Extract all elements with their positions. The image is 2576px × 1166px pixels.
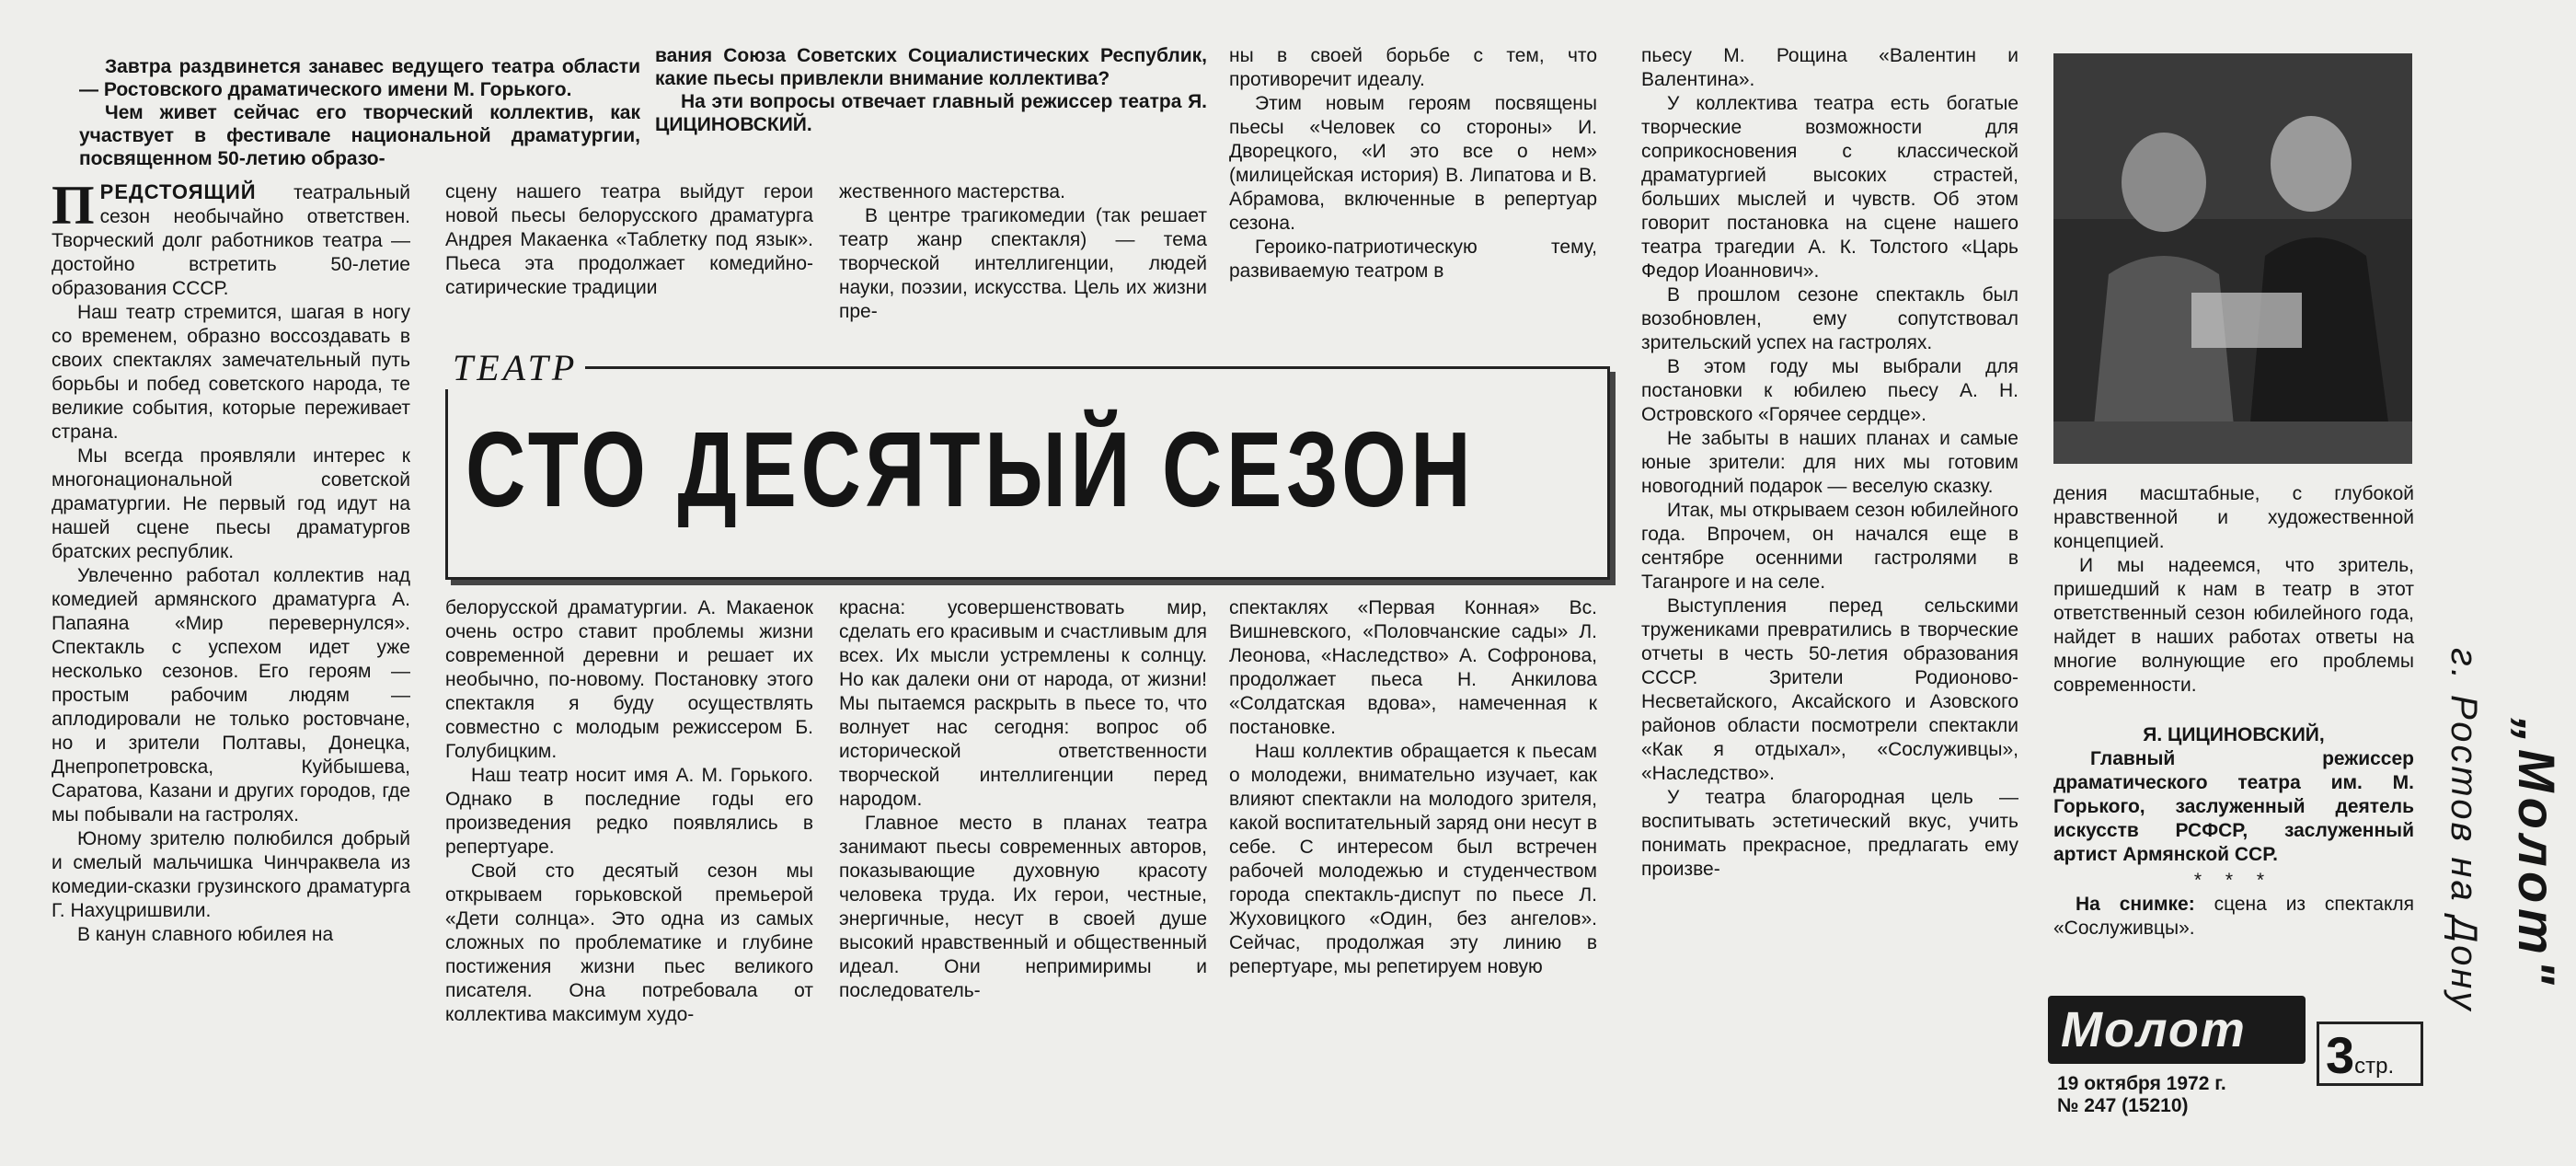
article-paragraph <box>445 180 813 300</box>
paragraph-text: Наш коллектив обращается к пьесам о молодежи, внимательно изучает, как влияют спектакли на молодого зрителя, какой воспитательный заряд они несут в себе. С интересом был встречен рабочей молодежью и студенчеством города спектакль-диспут по пьесе Л. Жуховицкого «Один, без ангелов». Сейчас, продолжая эту линию в репертуаре, мы репетируем новую <box>1229 741 1597 977</box>
lead-paragraph: Чем живет сейчас его творческий коллектив, как участвует в фестивале национальной драматургии, посвященном 50-летию образо- <box>79 102 640 169</box>
article-paragraph <box>1229 740 1597 979</box>
article-paragraph <box>1641 595 2018 786</box>
article-paragraph <box>839 812 1207 1003</box>
paragraph-text: красна: усовершенствовать мир, сделать его красивым и счастливым для всех. Их мысли устремлены к солнцу. Но как далеки они от народа, от жизни! Мы пытаемся раскрыть в пьесе то, что волнует нас сегодня: вопрос об исторической ответственности творческой интеллигенции перед народом. <box>839 597 1207 810</box>
article-paragraph <box>2053 482 2414 554</box>
article-column-5 <box>1641 44 2018 882</box>
article-paragraph <box>52 827 410 923</box>
paragraph-text: белорусской драматургии. А. Макаенок очень остро ставит проблемы жизни современной деревни и решает их необычно, по-новому. Постановку этого спектакля я буду осуществлять совместно с молодым режиссером Б. Голубицким. <box>445 597 813 762</box>
article-column-3-top <box>839 180 1207 324</box>
article-paragraph <box>1641 355 2018 427</box>
article-paragraph <box>1229 596 1597 740</box>
photo-image <box>2053 53 2412 464</box>
paragraph-text: Итак, мы открываем сезон юбилейного года. Впрочем, он начался еще в сентябре осенними гастролями в Таганроге и на селе. <box>1641 500 2018 593</box>
paragraph-text: ны в своей борьбе с тем, что противоречит идеалу. <box>1229 45 1597 90</box>
paragraph-text: Героико-патриотическую тему, развиваемую театром в <box>1229 237 1597 282</box>
article-paragraph <box>1641 44 2018 92</box>
article-paragraph <box>1229 92 1597 236</box>
paragraph-text: Свой сто десятый сезон мы открываем горьковской премьерой «Дети солнца». Это одна из самых сложных по проблематике и глубине постижения жизни пьес великого писателя. Она потребовала от коллектива максимум худо- <box>445 860 813 1025</box>
paragraph-text: У театра благородная цель — воспитывать эстетический вкус, учить понимать прекрасное, предлагать ему произве- <box>1641 787 2018 880</box>
paragraph-text: жественного мастерства. <box>839 181 1065 202</box>
paragraph-text: Выступления перед сельскими тружениками превратились в творческие отчеты в честь 50-летия образования СССР. Зрители Родионово-Несветайского, Аксайского и Азовского районов области посмотрели спектакли «Как я отдыхал», «Сослуживцы», «Наследство». <box>1641 595 2018 784</box>
photo-caption: На снимке: сцена из спектакля «Сослуживцы». <box>2053 894 2414 939</box>
signature-name: Я. ЦИЦИНОВСКИЙ, <box>2143 724 2325 745</box>
article-paragraph <box>1229 44 1597 92</box>
paragraph-text: Главное место в планах театра занимают пьесы современных авторов, показывающие духовную красоту человека труда. Их герои, честные, энергичные, несут в своей душе высокий нравственный и общественный идеал. Они непримиримы и последователь- <box>839 813 1207 1001</box>
paragraph-text: В центре трагикомедии (так решает театр жанр спектакля) — тема творческой интеллигенции, людей науки, поэзии, искусства. Цель их жизни пре- <box>839 205 1207 322</box>
handwritten-paper-name: „Молот" <box>2508 718 2566 990</box>
lead-col-1 <box>79 55 640 170</box>
handwritten-city: г. Ростов на Дону <box>2444 648 2484 1013</box>
paragraph-text: Юному зрителю полюбился добрый и смелый мальчишка Чинчраквела из комедии-сказки грузинского драматурга Г. Нахуцришвили. <box>52 828 410 921</box>
paragraph-text: пьесу М. Рощина «Валентин и Валентина». <box>1641 45 2018 90</box>
article-paragraph <box>1641 92 2018 283</box>
signature-title: Главный режиссер драматического театра им. М. Горького, заслуженный деятель искусств РСФСР, заслуженный артист Армянской ССР. <box>2053 748 2414 865</box>
article-paragraph <box>52 923 410 947</box>
article-paragraph <box>839 204 1207 324</box>
paragraph-text: Мы всегда проявляли интерес к многонациональной советской драматургии. Не первый год идут на нашей сцене пьесы драматургов братских республик. <box>52 445 410 562</box>
article-paragraph <box>1641 427 2018 499</box>
paragraph-text: Наш театр стремится, шагая в ногу со временем, образно воссоздавать в своих спектаклях замечательный путь борьбы и побед советского народа, те великие события, которые переживает страна. <box>52 302 410 443</box>
rubric-label: ТЕАТР <box>445 346 585 389</box>
article-paragraph <box>52 564 410 827</box>
article-paragraph <box>1641 499 2018 595</box>
lead-paragraph: На эти вопросы отвечает главный режиссер театра Я. ЦИЦИНОВСКИЙ. <box>655 91 1207 135</box>
issue-number: № 247 (15210) <box>2057 1095 2189 1116</box>
drop-cap: П <box>52 175 95 236</box>
article-column-4-top <box>1229 44 1597 283</box>
issue-date: 19 октября 1972 г. <box>2057 1073 2226 1094</box>
stage-photo <box>2053 53 2412 464</box>
lead-paragraph: Завтра раздвинется занавес ведущего театра области — Ростовского драматического имени М. Горького. <box>79 56 640 100</box>
lead-col-2 <box>655 44 1207 136</box>
page-number: 3стр. <box>2326 1026 2395 1084</box>
article-paragraph <box>1641 786 2018 882</box>
article-paragraph <box>1641 283 2018 355</box>
article-column-4-bottom <box>1229 596 1597 979</box>
article-paragraph <box>52 301 410 444</box>
paragraph-text: В прошлом сезоне спектакль был возобновлен, ему сопутствовал зрительский успех на гастролях. <box>1641 284 2018 353</box>
headline: СТО ДЕСЯТЫЙ СЕЗОН <box>466 410 1476 529</box>
article-paragraph <box>52 175 410 301</box>
article-paragraph <box>1229 236 1597 283</box>
paragraph-text: У коллектива театра есть богатые творческие возможности для соприкосновения с классической драматургией высоких страстей, больших мыслей и чувств. Об этом говорит постановка на сцене нашего театра трагедии А. К. Толстого «Царь Федор Иоаннович». <box>1641 93 2018 282</box>
article-column-6 <box>2053 482 2414 698</box>
issue-info <box>2057 1073 2333 1117</box>
paragraph-text: Наш театр носит имя А. М. Горького. Однако в последние годы его произведения редко появлялись в репертуаре. <box>445 765 813 858</box>
paragraph-text: Увлеченно работал коллектив над комедией армянского драматурга А. Папаяна «Мир перевернулся». Спектакль с успехом идет уже несколько сезонов. Его героям — простым рабочим людям — аплодировали не только ростовчане, но и зрители Полтавы, Донецка, Днепропетровска, Куйбышева, Саратова, Казани и других городов, где мы побывали на гастролях. <box>52 565 410 825</box>
paragraph-text: В канун славного юбилея на <box>77 924 334 945</box>
paragraph-text: Не забыты в наших планах и самые юные зрители: для них мы готовим новогодний подарок — веселую сказку. <box>1641 428 2018 497</box>
article-paragraph <box>445 764 813 860</box>
author-name: Я. ЦИЦИНОВСКИЙ. <box>655 91 1207 135</box>
article-column-1 <box>52 175 410 947</box>
article-paragraph <box>2053 554 2414 698</box>
lead-paragraph: вания Союза Советских Социалистических Республик, какие пьесы привлекли внимание коллектива? <box>655 45 1207 89</box>
lead-caps: РЕДСТОЯЩИЙ <box>99 180 257 203</box>
paragraph-text: В этом году мы выбрали для постановки к юбилею пьесу А. Н. Островского «Горячее сердце». <box>1641 356 2018 425</box>
article-paragraph <box>445 596 813 764</box>
article-column-2-bottom <box>445 596 813 1027</box>
article-paragraph <box>52 444 410 564</box>
paragraph-text: дения масштабные, с глубокой нравственной и художественной концепцией. <box>2053 483 2414 552</box>
article-column-2-top <box>445 180 813 300</box>
newspaper-logo: Молот <box>2061 1002 2247 1057</box>
paragraph-text: спектаклях «Первая Конная» Вс. Вишневского, «Половчанские сады» Л. Леонова, «Наследство» А. Софронова, продолжает пьеса Н. Анкилова «Солдатская вдова», намеченная к постановке. <box>1229 597 1597 738</box>
article-paragraph <box>839 596 1207 812</box>
article-paragraph <box>839 180 1207 204</box>
article-paragraph <box>445 860 813 1027</box>
paragraph-text: театральный сезон необычайно ответствен. Творческий долг работников театра — достойно встретить 50-летие образования СССР. <box>52 182 410 299</box>
signature-block <box>2053 723 2414 941</box>
separator-stars: * * * <box>2193 870 2274 891</box>
paragraph-text: Этим новым героям посвящены пьесы «Человек со стороны» И. Дворецкого, «И это все о нем» (милицейская история) В. Липатова и В. Абрамова, включенные в репертуар сезона. <box>1229 93 1597 234</box>
paragraph-text: И мы надеемся, что зритель, пришедший к нам в театр в этот ответственный сезон юбилейного года, найдет в наших работах ответы на многие волнующие его проблемы современности. <box>2053 555 2414 696</box>
paragraph-text: сцену нашего театра выйдут герои новой пьесы белорусского драматурга Андрея Макаенка «Таблетку под язык». Пьеса эта продолжает комедийно-сатирические традиции <box>445 181 813 298</box>
article-column-3-bottom <box>839 596 1207 1003</box>
